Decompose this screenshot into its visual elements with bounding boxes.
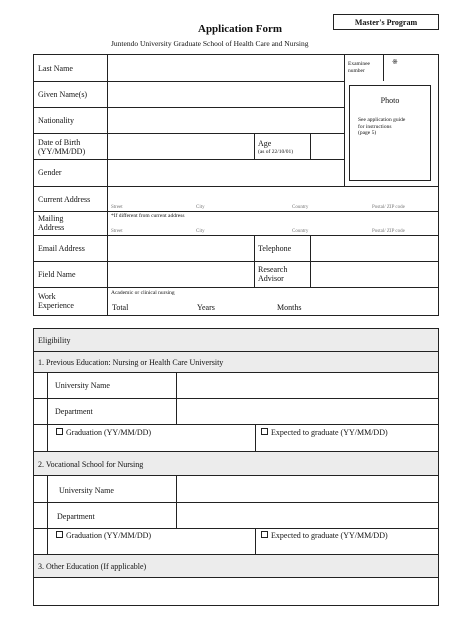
current-zip-hint: Postal/ ZIP code — [372, 205, 405, 210]
nationality-field[interactable] — [108, 108, 344, 133]
field-name-label: Field Name — [38, 270, 76, 279]
research-advisor-field[interactable] — [311, 262, 438, 287]
nationality-label: Nationality — [38, 116, 74, 125]
s2-expected-label: Expected to graduate (YY/MM/DD) — [271, 531, 388, 540]
age-field[interactable] — [311, 134, 344, 159]
s2-graduation-checkbox[interactable] — [56, 531, 63, 538]
mailing-address-note: *If different from current address — [111, 213, 185, 219]
work-experience-note: Academic or clinical nursing — [111, 290, 175, 296]
form-subtitle: Juntendo University Graduate School of Health Care and Nursing — [111, 39, 309, 48]
s1-graduation-option[interactable] — [56, 428, 151, 437]
s2-department-field[interactable] — [177, 503, 438, 528]
s1-university-name-label: University Name — [55, 381, 110, 390]
s1-department-label: Department — [55, 407, 93, 416]
total-label: Total — [112, 303, 129, 312]
current-country-hint: Country — [292, 205, 309, 210]
current-city-hint: City — [196, 205, 205, 210]
s2-expected-option[interactable] — [261, 531, 388, 540]
age-note: (as of 22/10/01) — [258, 149, 294, 155]
last-name-label: Last Name — [38, 64, 73, 73]
mailing-street-hint: Street — [111, 229, 123, 234]
eligibility-title: Eligibility — [38, 336, 71, 345]
s2-graduation-label: Graduation (YY/MM/DD) — [66, 531, 152, 540]
s2-expected-checkbox[interactable] — [261, 531, 268, 538]
telephone-field[interactable] — [311, 236, 438, 261]
s2-university-name-field[interactable] — [177, 476, 438, 502]
other-education-field[interactable] — [34, 578, 438, 605]
s1-expected-checkbox[interactable] — [261, 428, 268, 435]
photo-note: See application guide for instructions (page 5) — [358, 117, 406, 136]
research-advisor-label: Research Advisor — [258, 265, 288, 283]
form-title: Application Form — [198, 23, 283, 35]
s2-department-label: Department — [57, 512, 95, 521]
given-names-field[interactable] — [108, 82, 344, 107]
program-badge-label: Master's Program — [354, 18, 418, 27]
current-address-label: Current Address — [38, 195, 91, 204]
program-badge — [333, 14, 439, 30]
field-name-field[interactable] — [108, 262, 254, 287]
current-street-hint: Street — [111, 205, 123, 210]
gender-field[interactable] — [108, 160, 344, 186]
photo-box — [349, 85, 431, 181]
mailing-address-label: Mailing Address — [38, 214, 65, 232]
given-names-label: Given Name(s) — [38, 90, 88, 99]
mailing-country-hint: Country — [292, 229, 309, 234]
date-of-birth-label: Date of Birth (YY/MM/DD) — [38, 138, 86, 156]
gender-label: Gender — [38, 168, 62, 177]
age-label: Age — [258, 139, 272, 148]
s1-graduation-label: Graduation (YY/MM/DD) — [66, 428, 152, 437]
years-label: Years — [197, 303, 215, 312]
mailing-zip-hint: Postal/ ZIP code — [372, 229, 405, 234]
months-label: Months — [277, 303, 302, 312]
telephone-label: Telephone — [258, 244, 292, 253]
examinee-mark: ※ — [392, 58, 398, 66]
section-3-heading: 3. Other Education (If applicable) — [38, 562, 147, 571]
s1-university-name-field[interactable] — [177, 373, 438, 398]
s1-expected-label: Expected to graduate (YY/MM/DD) — [271, 428, 388, 437]
photo-title: Photo — [380, 96, 400, 105]
s1-expected-option[interactable] — [261, 428, 388, 437]
email-label: Email Address — [38, 244, 85, 253]
work-experience-label: Work Experience — [38, 292, 74, 310]
s1-department-field[interactable] — [177, 399, 438, 424]
examinee-number-label: Examinee number — [348, 61, 370, 74]
work-experience-field[interactable] — [108, 288, 438, 315]
email-field[interactable] — [108, 236, 254, 261]
s2-university-name-label: University Name — [59, 486, 114, 495]
last-name-field[interactable] — [108, 55, 344, 81]
s1-graduation-checkbox[interactable] — [56, 428, 63, 435]
mailing-city-hint: City — [196, 229, 205, 234]
date-of-birth-field[interactable] — [108, 134, 254, 159]
s2-graduation-option[interactable] — [56, 531, 151, 540]
section-1-heading: 1. Previous Education: Nursing or Health Care University — [38, 358, 224, 367]
section-2-heading: 2. Vocational School for Nursing — [38, 460, 144, 469]
